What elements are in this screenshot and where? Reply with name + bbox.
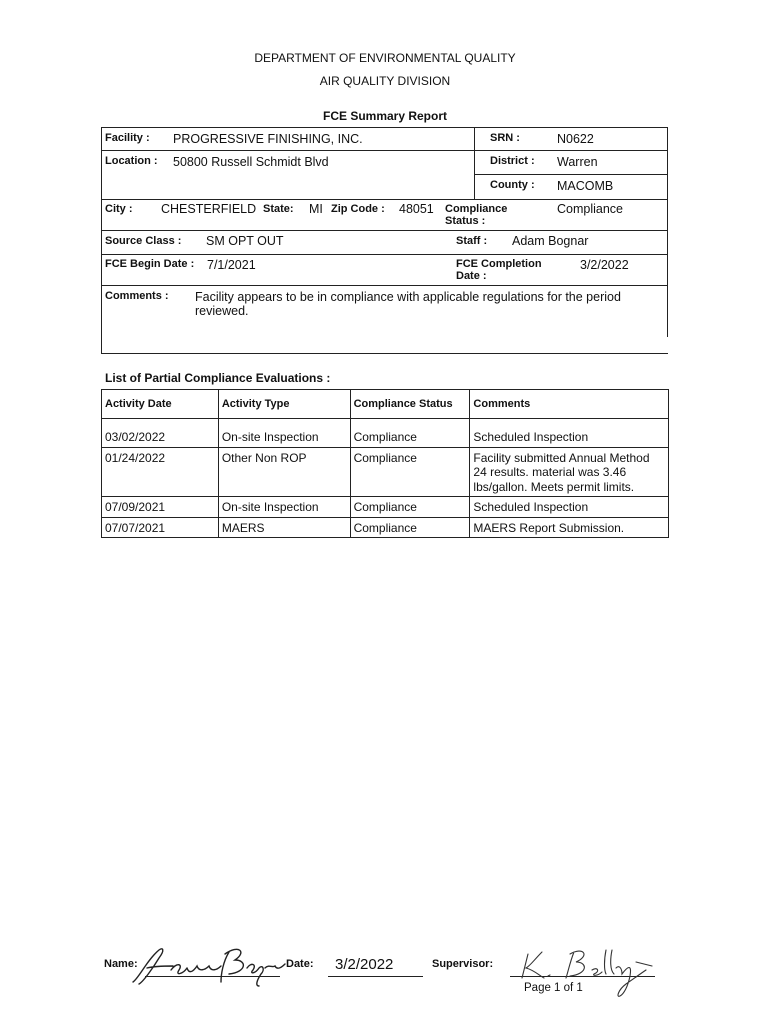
zip-value: 48051 — [399, 202, 434, 216]
location-value: 50800 Russell Schmidt Blvd — [173, 155, 329, 169]
col-comments: Comments — [470, 390, 669, 419]
date-line — [328, 976, 423, 977]
staff-signature — [125, 938, 290, 990]
cell-status: Compliance — [350, 497, 470, 518]
division-title: AIR QUALITY DIVISION — [319, 74, 451, 88]
source-class-label: Source Class : — [105, 235, 182, 247]
compliance-status-label: Compliance — [445, 203, 508, 215]
date-label: Date: — [286, 958, 314, 970]
srn-label: SRN : — [490, 132, 520, 144]
fce-completion-value: 3/2/2022 — [580, 258, 629, 272]
fce-completion-label: FCE Completion — [456, 258, 542, 270]
report-title: FCE Summary Report — [322, 109, 448, 123]
name-label: Name: — [104, 958, 138, 970]
compliance-status-label-2: Status : — [445, 215, 486, 227]
cell-date: 03/02/2022 — [102, 427, 219, 447]
supervisor-label: Supervisor: — [432, 958, 494, 970]
cell-comments: Scheduled Inspection — [470, 497, 669, 518]
pce-header-row — [102, 390, 669, 419]
source-class-value: SM OPT OUT — [206, 234, 284, 248]
cell-type: On-site Inspection — [218, 427, 350, 447]
cell-date: 01/24/2022 — [102, 447, 219, 497]
cell-status: Compliance — [350, 517, 470, 538]
district-label: District : — [490, 155, 535, 167]
table-row — [102, 497, 669, 518]
signature-date: 3/2/2022 — [335, 956, 394, 973]
srn-value: N0622 — [557, 132, 594, 146]
col-activity-date: Activity Date — [102, 390, 219, 419]
comments-label: Comments : — [105, 290, 169, 302]
compliance-status-value: Compliance — [557, 202, 624, 216]
table-row — [102, 517, 669, 538]
fce-completion-label-2: Date : — [456, 270, 487, 282]
comments-line-1: Facility appears to be in compliance with applicable regulations for the period — [195, 290, 621, 304]
col-activity-type: Activity Type — [218, 390, 350, 419]
cell-status: Compliance — [350, 447, 470, 497]
facility-label: Facility : — [105, 132, 150, 144]
page-number: Page 1 of 1 — [524, 982, 583, 994]
staff-label: Staff : — [456, 235, 488, 247]
fce-begin-value: 7/1/2021 — [207, 258, 256, 272]
cell-date: 07/07/2021 — [102, 517, 219, 538]
zip-label: Zip Code : — [331, 203, 385, 215]
comments-line-2: reviewed. — [195, 304, 249, 318]
table-row — [102, 427, 669, 447]
district-value: Warren — [557, 155, 598, 169]
pce-list-title: List of Partial Compliance Evaluations : — [105, 371, 331, 385]
location-label: Location : — [105, 155, 158, 167]
cell-status: Compliance — [350, 427, 470, 447]
cell-comments: Facility submitted Annual Method 24 results. material was 3.46 lbs/gallon. Meets permit limits. — [470, 447, 669, 497]
county-label: County : — [490, 179, 535, 191]
department-title: DEPARTMENT OF ENVIRONMENTAL QUALITY — [254, 51, 516, 65]
state-label: State: — [263, 203, 294, 215]
county-value: MACOMB — [557, 179, 614, 193]
facility-name: PROGRESSIVE FINISHING, INC. — [173, 132, 363, 146]
pce-table — [101, 389, 669, 538]
fce-begin-label: FCE Begin Date : — [105, 258, 195, 270]
staff-value: Adam Bognar — [512, 234, 589, 248]
col-compliance-status: Compliance Status — [350, 390, 470, 419]
cell-comments: MAERS Report Submission. — [470, 517, 669, 538]
cell-date: 07/09/2021 — [102, 497, 219, 518]
city-label: City : — [105, 203, 133, 215]
cell-type: MAERS — [218, 517, 350, 538]
city-value: CHESTERFIELD — [161, 202, 257, 216]
state-value: MI — [309, 202, 323, 216]
cell-type: On-site Inspection — [218, 497, 350, 518]
table-row — [102, 447, 669, 497]
cell-type: Other Non ROP — [218, 447, 350, 497]
cell-comments: Scheduled Inspection — [470, 427, 669, 447]
